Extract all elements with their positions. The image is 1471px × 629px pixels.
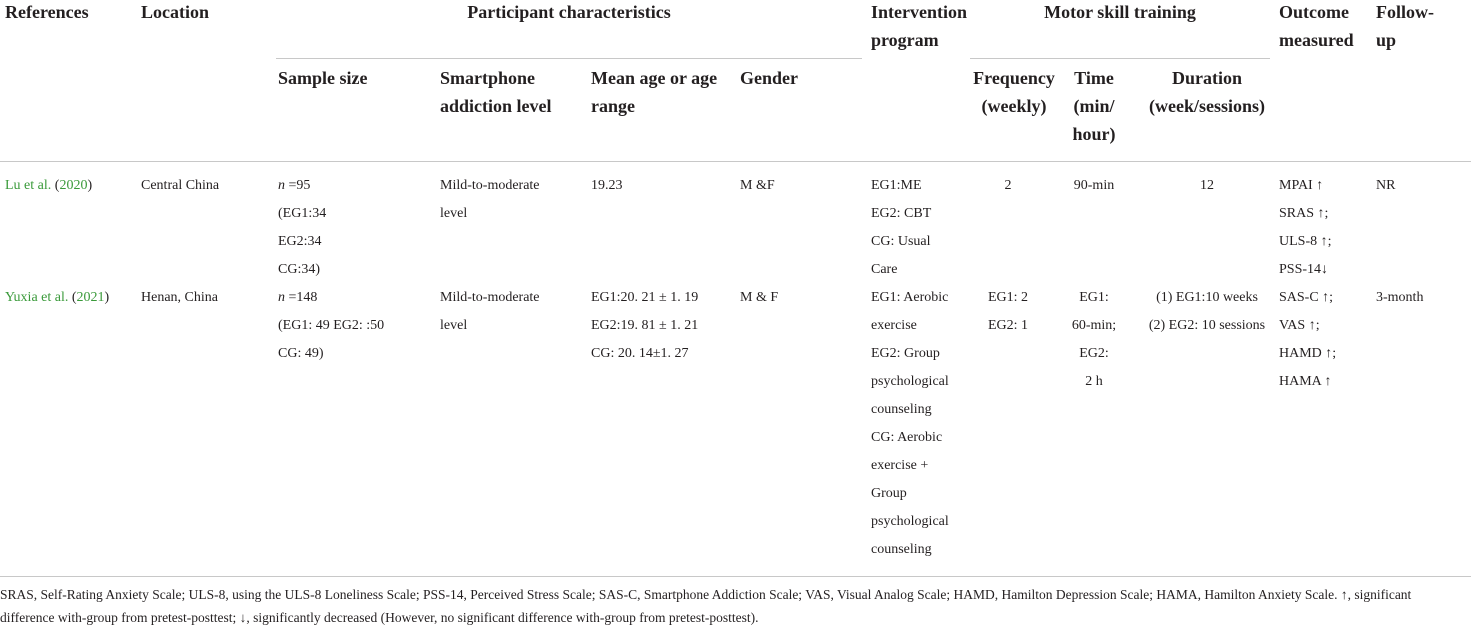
- header-intervention-program: Intervention program: [871, 2, 967, 50]
- table-row-2-sample-size: n =148 (EG1: 49 EG2: :50 CG: 49): [278, 290, 385, 361]
- table-row-1-time: 90-min: [1073, 178, 1115, 193]
- table-row-1-reference[interactable]: Lu et al. (2020): [5, 178, 93, 193]
- table-row-1-gender: M &F: [740, 178, 775, 193]
- table-row-2-follow-up: 3-month: [1376, 290, 1424, 305]
- header-gender: Gender: [740, 68, 798, 88]
- table-row-2-reference[interactable]: Yuxia et al. (2021): [5, 290, 110, 305]
- table-row-2-frequency: EG1: 2 EG2: 1: [987, 290, 1029, 333]
- table-row-1-intervention: EG1:ME EG2: CBT CG: Usual Care: [871, 178, 932, 277]
- table-row-1-outcome: MPAI ↑ SRAS ↑; ULS-8 ↑; PSS-14↓: [1279, 178, 1332, 277]
- header-location: Location: [141, 2, 210, 22]
- table-row-2-age: EG1:20. 21 ± 1. 19 EG2:19. 81 ± 1. 21 CG: 20. 14±1. 27: [591, 290, 699, 361]
- table-row-1-location: Central China: [141, 178, 220, 193]
- header-smartphone-addiction-level: Smartphone addiction level: [440, 68, 552, 116]
- header-bottom-rule: [0, 161, 1471, 162]
- table-row-1-sample-size: n =95 (EG1:34 EG2:34 CG:34): [278, 178, 327, 277]
- header-mean-age: Mean age or age range: [591, 68, 718, 116]
- header-participant-characteristics: Participant characteristics: [467, 2, 671, 22]
- header-sample-size: Sample size: [278, 68, 368, 88]
- table-row-2-addiction-level: Mild-to-moderate level: [440, 290, 540, 333]
- reference-link[interactable]: Yuxia et al.: [5, 290, 69, 305]
- reference-link[interactable]: Lu et al.: [5, 178, 52, 193]
- header-frequency: Frequency (weekly): [973, 68, 1055, 116]
- reference-year-link[interactable]: 2020: [59, 178, 88, 193]
- table-row-1-follow-up: NR: [1376, 178, 1396, 193]
- table-row-2-outcome: SAS-C ↑; VAS ↑; HAMD ↑; HAMA ↑: [1279, 290, 1337, 389]
- participant-group-rule: [276, 58, 862, 59]
- table-row-1-frequency: 2: [1004, 178, 1012, 193]
- header-duration: Duration (week/sessions): [1149, 68, 1265, 116]
- table-row-1-addiction-level: Mild-to-moderate level: [440, 178, 540, 221]
- table-row-2-time: EG1: 60-min; EG2: 2 h: [1071, 290, 1117, 389]
- table-row-2-gender: M & F: [740, 290, 779, 305]
- table-row-1-duration: 12: [1200, 178, 1214, 193]
- header-time: Time (min/ hour): [1072, 68, 1116, 144]
- reference-year-link[interactable]: 2021: [76, 290, 105, 305]
- table-footnote: SRAS, Self-Rating Anxiety Scale; ULS-8, using the ULS-8 Loneliness Scale; PSS-14, Perceived Stress Scale; SAS-C, Smartphone Addiction Scale; VAS, Visual Analog Scale; HAMD, Hamilton Depression Scale; HAMA, Hamilton Anxiety Scale. ↑, significant difference with-group from pretest-posttest; ↓, significantly decreased (However, no significant difference with-group from pretest-posttest).: [0, 587, 1412, 625]
- motor-group-rule: [970, 58, 1270, 59]
- header-outcome-measured: Outcome measured: [1279, 2, 1354, 50]
- header-motor-skill-training: Motor skill training: [1044, 2, 1196, 22]
- table-row-2-location: Henan, China: [141, 290, 218, 305]
- table-bottom-rule: [0, 576, 1471, 577]
- table-row-1-age: 19.23: [591, 178, 623, 193]
- header-follow-up: Follow- up: [1376, 2, 1434, 50]
- header-references: References: [5, 2, 89, 22]
- table-row-2-intervention: EG1: Aerobic exercise EG2: Group psychological counseling CG: Aerobic exercise + Group psychological counseling: [871, 290, 949, 557]
- table-row-2-duration: (1) EG1:10 weeks (2) EG2: 10 sessions: [1148, 290, 1266, 333]
